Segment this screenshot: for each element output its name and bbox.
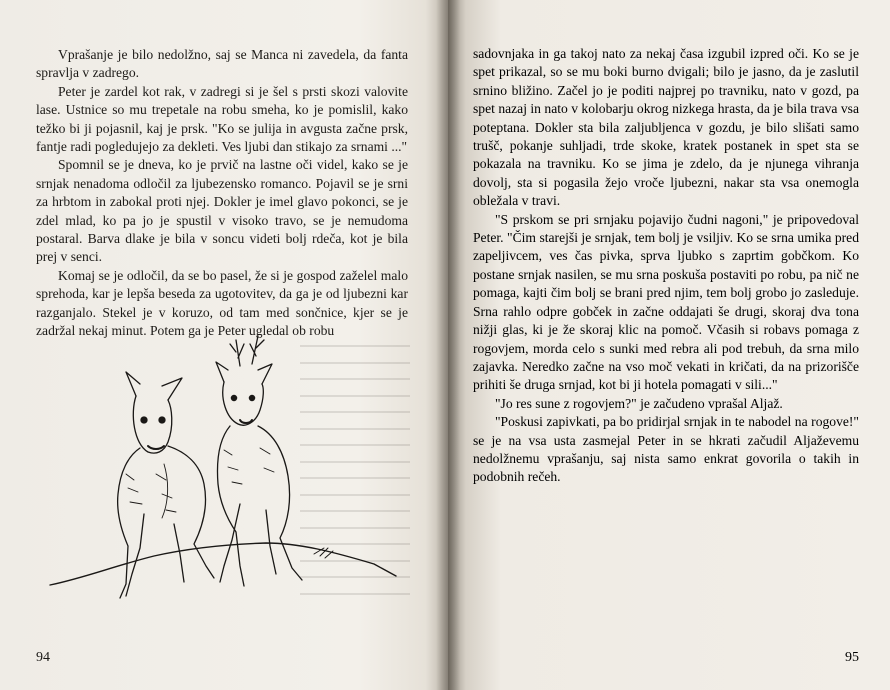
paragraph: Peter je zardel kot rak, v zadregi si je šel s prsti skozi valovite lase. Ustnice so mu trepetale na robu smeha, ko je pomislil, kako težko bi ji pojasnil, kaj je prsk. "Ko se julija in avgusta začne prsk, fantje radi pogledujejo za dekleti. Ves ljubi dan stikajo za srnami ..." (36, 83, 408, 155)
paragraph: sadovnjaka in ga takoj nato za nekaj časa izgubil izpred oči. Ko se je spet prikazal, so se mu boki burno dvigali; bilo je jasno, da je zaslutil srnino bližino. Začel jo je poditi najprej po travniku, nato v gozd, pa spet nazaj in nato v kolobarju okrog nizkega hrasta, da je bila trava vsa poteptana. Dokler sta bila zaljubljenca v gozdu, je bilo slišati samo trušč, pokanje suhljadi, trde skoke, kratek postanek in spet sta se pokazala na travniku. Ko se jima je zdelo, da je njunega vihranja dovolj, sta si pogasila žejo vroče ljubezni, nakar sta vsa onemogla obležala v travi. (473, 46, 859, 209)
doe-figure (118, 372, 214, 598)
paragraph: Vprašanje je bilo nedolžno, saj se Manca ni zavedela, da fanta spravlja v zadrego. (36, 47, 408, 81)
ground-line (50, 543, 396, 585)
paragraph: "Jo res sune z rogovjem?" je začudeno vprašal Aljaž. (495, 395, 783, 411)
book-spine-shadow (436, 0, 460, 690)
paragraph: "Poskusi zapivkati, pa bo pridirjal srnjak in te nabodel na rogove!" se je na vsa usta zasmejal Peter in se hkrati začudil Aljaževemu nedolžnemu vprašanju, saj nista samo enkrat govorila o takih in podobnih rečeh. (473, 414, 859, 485)
page-number: 95 (845, 650, 859, 665)
left-page-text (36, 46, 408, 341)
page-number: 94 (36, 650, 50, 665)
deer-illustration (44, 334, 404, 614)
paragraph: "S prskom se pri srnjaku pojavijo čudni nagoni," je pripovedoval Peter. "Čim starejši je srnjak, tem bolj je vsiljiv. Ko se srna umika pred zapeljivcem, ves čas pivka, sprva ljubko s zaprtim gobčkom. Ko postane srnjak nasilen, se mu srna poskuša postaviti po robu, pa nič ne pomaga, kajti čim bolj se brani pred njim, tem bolj grobo jo zasleduje. Srna rahlo odpre gobček in začne oddajati še drugi, skoraj dva tona nižji glas, ki je že skoraj klic na pomoč. Včasih si robavs pomaga z rogovjem, morda celo s sunki med rebra ali pod trebuh, da srna milo zajavka. Neredko začne na vso moč vekati in kričati, da na prizorišče prihiti še druga srnjad, kot bi ji hotela pomagati v sili..." (473, 211, 859, 393)
paragraph: Spomnil se je dneva, ko je prvič na lastne oči videl, kako se je srnjak nenadoma odločil za ljubezensko romanco. Pojavil se je srni za hrbtom in zabokal proti njej. Dokler je imel glavo pokonci, se je zdel mlad, ko pa jo je spustil v visoko travo, se je nemudoma postaral. Barva dlake je bila v soncu videti bolj rdeča, kot je bila prej v senci. (36, 157, 408, 265)
paragraph: Komaj se je odločil, da se bo pasel, že si je gospod zaželel malo sprehoda, kar je lepša beseda za ugotovitev, da ga je od ljubezni kar razganjalo. Stekel je v koruzo, od tam med sončnice, kjer se je zadržal nekaj minut. Potem ga je Peter ugledal ob robu (36, 267, 408, 339)
buck-figure (216, 336, 302, 586)
right-page-text (473, 45, 859, 487)
